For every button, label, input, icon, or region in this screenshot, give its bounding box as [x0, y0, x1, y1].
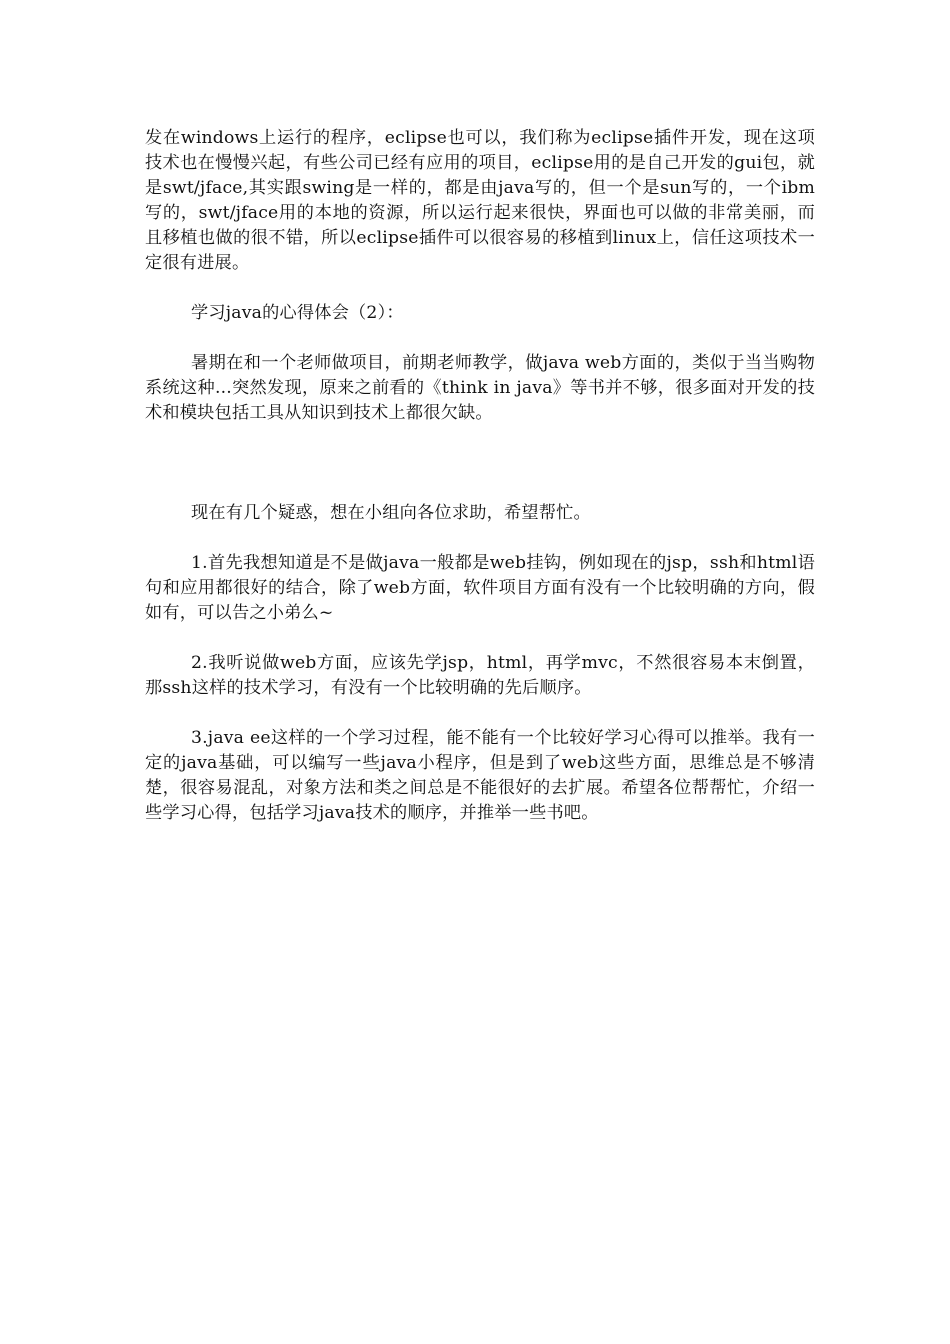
paragraph-gap [145, 701, 815, 726]
question-2: 2.我听说做web方面，应该先学jsp，html，再学mvc，不然很容易本末倒置，那ssh这样的技术学习，有没有一个比较明确的先后顺序。 [145, 653, 815, 698]
paragraph-gap-large [145, 426, 815, 501]
question-3: 3.java ee这样的一个学习过程，能不能有一个比较好学习心得可以推举。我有一定的java基础，可以编写一些java小程序，但是到了web这些方面，思维总是不够清楚，很容易混乱，对象方法和类之间总是不能很好的去扩展。希望各位帮帮忙，介绍一些学习心得，包括学习java技术的顺序，并推举一些书吧。 [145, 728, 815, 823]
paragraph-gap [145, 276, 815, 301]
paragraph-gap [145, 326, 815, 351]
paragraph-questions-intro: 现在有几个疑惑，想在小组向各位求助，希望帮忙。 [191, 503, 591, 523]
paragraph-gap [145, 626, 815, 651]
paragraph-summer-project: 暑期在和一个老师做项目，前期老师教学，做java web方面的，类似于当当购物系统这种...突然发现，原来之前看的《think in java》等书并不够，很多面对开发的技术和模块包括工具从知识到技术上都很欠缺。 [145, 353, 815, 423]
paragraph-gap [145, 526, 815, 551]
document-body [145, 126, 815, 826]
question-1: 1.首先我想知道是不是做java一般都是web挂钩，例如现在的jsp，ssh和html语句和应用都很好的结合，除了web方面，软件项目方面有没有一个比较明确的方向，假如有，可以告之小弟么~ [145, 553, 815, 623]
section-heading: 学习java的心得体会（2）： [191, 303, 404, 323]
paragraph-continuation: 发在windows上运行的程序，eclipse也可以，我们称为eclipse插件开发，现在这项技术也在慢慢兴起，有些公司已经有应用的项目，eclipse用的是自己开发的gui包，就是swt/jface,其实跟swing是一样的，都是由java写的，但一个是sun写的，一个ibm写的，swt/jface用的本地的资源，所以运行起来很快，界面也可以做的非常美丽，而且移植也做的很不错，所以eclipse插件可以很容易的移植到linux上，信任这项技术一定很有进展。 [145, 128, 815, 273]
